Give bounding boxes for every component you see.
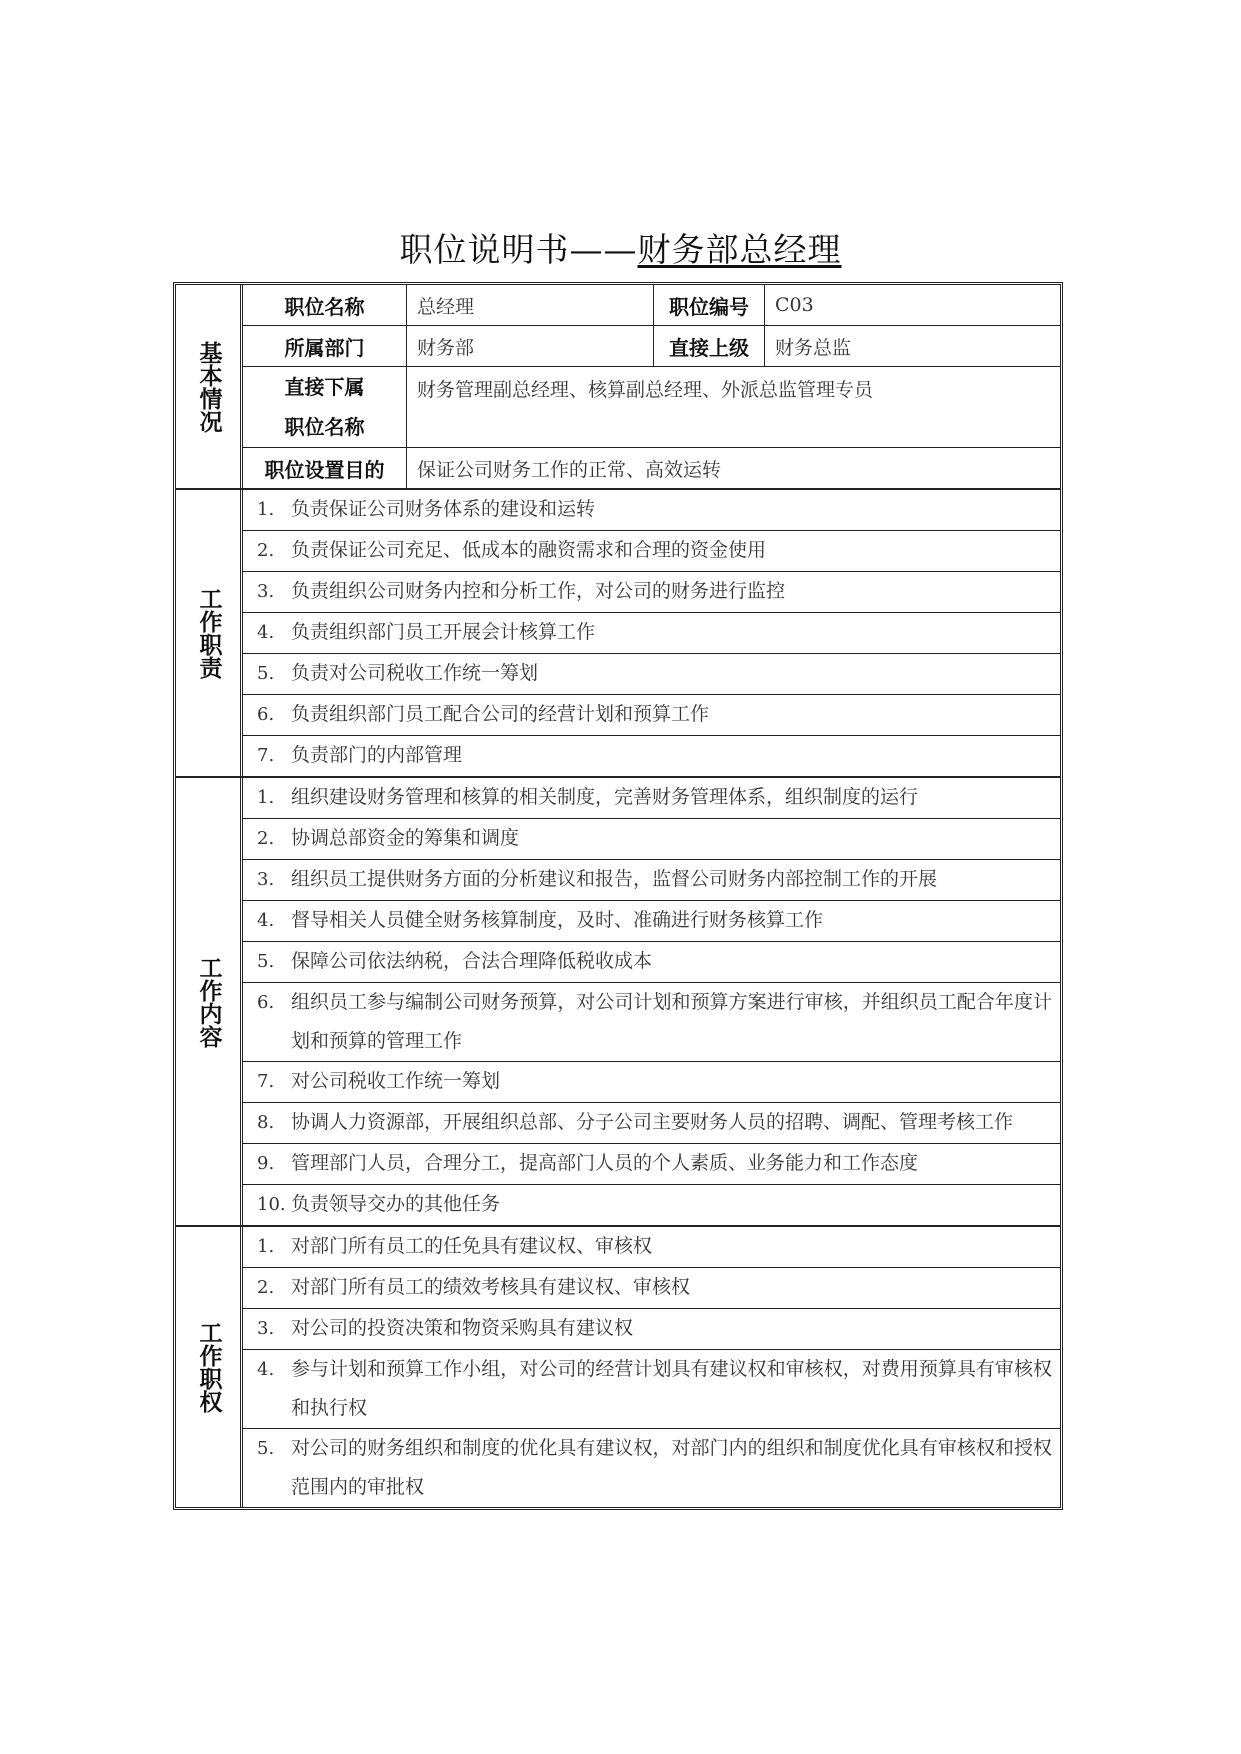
list-item (243, 613, 1060, 654)
item-number: 4. (257, 622, 275, 643)
item-number: 3. (257, 869, 275, 890)
authority-list (243, 1227, 1060, 1507)
list-item (243, 736, 1060, 776)
item-text: 对公司税收工作统一筹划 (291, 1070, 501, 1092)
item-number: 10. (257, 1194, 286, 1215)
item-text: 管理部门人员，合理分工，提高部门人员的个人素质、业务能力和工作态度 (291, 1152, 919, 1174)
item-number: 2. (257, 1277, 275, 1298)
purpose-value: 保证公司财务工作的正常、高效运转 (417, 458, 722, 481)
list-item (243, 1062, 1060, 1103)
info-row-subordinates (243, 367, 1060, 448)
list-item (243, 860, 1060, 901)
item-text: 组织建设财务管理和核算的相关制度，完善财务管理体系，组织制度的运行 (291, 786, 919, 808)
item-text: 对公司的财务组织和制度的优化具有建议权，对部门内的组织和制度优化具有审核权和授权范围内的审批权 (291, 1437, 1052, 1498)
list-item (243, 1350, 1060, 1429)
item-number: 2. (257, 540, 275, 561)
item-number: 6. (257, 992, 275, 1013)
section-label-duties: 工作职责 (176, 490, 243, 776)
item-number: 9. (257, 1153, 275, 1174)
item-number: 5. (257, 663, 275, 684)
subordinates-label (243, 367, 407, 447)
section-label-authority: 工作职权 (176, 1227, 243, 1507)
item-text: 负责保证公司财务体系的建设和运转 (291, 498, 596, 520)
item-text: 参与计划和预算工作小组，对公司的经营计划具有建议权和审核权，对费用预算具有审核权和执行权 (291, 1358, 1052, 1419)
item-number: 5. (257, 1438, 275, 1459)
job-description-table (173, 282, 1063, 1510)
item-number: 5. (257, 951, 275, 972)
section-duties (176, 490, 1060, 778)
page-title (0, 228, 1241, 272)
item-text: 协调人力资源部，开展组织总部、分子公司主要财务人员的招聘、调配、管理考核工作 (291, 1111, 1014, 1133)
list-item (243, 1309, 1060, 1350)
department-value: 财务部 (417, 336, 475, 359)
list-item (243, 1429, 1060, 1507)
list-item (243, 654, 1060, 695)
content-list (243, 778, 1060, 1225)
purpose-label: 职位设置目的 (243, 448, 407, 488)
list-item (243, 1227, 1060, 1268)
info-row-position (243, 285, 1060, 326)
item-number: 3. (257, 581, 275, 602)
item-text: 负责组织部门员工配合公司的经营计划和预算工作 (291, 703, 710, 725)
item-text: 负责对公司税收工作统一筹划 (291, 662, 539, 684)
position-name-label: 职位名称 (243, 285, 407, 325)
list-item (243, 778, 1060, 819)
item-number: 7. (257, 1071, 275, 1092)
section-basic-info (176, 285, 1060, 490)
list-item (243, 1268, 1060, 1309)
item-number: 2. (257, 828, 275, 849)
title-position: 财务部总经理 (637, 230, 842, 269)
item-text: 督导相关人员健全财务核算制度，及时、准确进行财务核算工作 (291, 909, 824, 931)
item-number: 7. (257, 745, 275, 766)
list-item (243, 1103, 1060, 1144)
section-authority (176, 1227, 1060, 1507)
supervisor-value: 财务总监 (775, 336, 852, 359)
list-item (243, 1144, 1060, 1185)
list-item (243, 695, 1060, 736)
item-text: 负责领导交办的其他任务 (291, 1193, 501, 1215)
position-code-label: 职位编号 (653, 285, 765, 325)
item-number: 3. (257, 1318, 275, 1339)
item-number: 1. (257, 1236, 275, 1257)
supervisor-label: 直接上级 (653, 326, 765, 366)
item-number: 4. (257, 910, 275, 931)
list-item (243, 572, 1060, 613)
title-prefix: 职位说明书—— (399, 230, 638, 269)
subordinates-label-line2: 职位名称 (284, 415, 365, 439)
item-text: 组织员工参与编制公司财务预算，对公司计划和预算方案进行审核，并组织员工配合年度计划和预算的管理工作 (291, 991, 1052, 1052)
item-number: 4. (257, 1359, 275, 1380)
duties-list (243, 490, 1060, 776)
info-row-purpose (243, 448, 1060, 488)
item-text: 对部门所有员工的任免具有建议权、审核权 (291, 1235, 653, 1257)
item-text: 负责组织公司财务内控和分析工作，对公司的财务进行监控 (291, 580, 786, 602)
position-name-value: 总经理 (417, 295, 475, 318)
section-label-basic: 基本情况 (176, 285, 243, 488)
item-number: 6. (257, 704, 275, 725)
item-text: 负责保证公司充足、低成本的融资需求和合理的资金使用 (291, 539, 767, 561)
subordinates-value: 财务管理副总经理、核算副总经理、外派总监管理专员 (417, 379, 874, 401)
list-item (243, 819, 1060, 860)
item-text: 保障公司依法纳税，合法合理降低税收成本 (291, 950, 653, 972)
list-item (243, 531, 1060, 572)
item-text: 负责组织部门员工开展会计核算工作 (291, 621, 596, 643)
list-item (243, 490, 1060, 531)
item-text: 负责部门的内部管理 (291, 744, 463, 766)
section-content (176, 778, 1060, 1227)
item-text: 对部门所有员工的绩效考核具有建议权、审核权 (291, 1276, 691, 1298)
item-text: 组织员工提供财务方面的分析建议和报告，监督公司财务内部控制工作的开展 (291, 868, 938, 890)
section-label-content: 工作内容 (176, 778, 243, 1225)
item-number: 1. (257, 499, 275, 520)
list-item (243, 1185, 1060, 1225)
info-row-department (243, 326, 1060, 367)
position-code-value: C03 (775, 294, 814, 316)
list-item (243, 942, 1060, 983)
list-item (243, 983, 1060, 1062)
item-text: 协调总部资金的筹集和调度 (291, 827, 520, 849)
item-text: 对公司的投资决策和物资采购具有建议权 (291, 1317, 634, 1339)
item-number: 8. (257, 1112, 275, 1133)
item-number: 1. (257, 787, 275, 808)
department-label: 所属部门 (243, 326, 407, 366)
subordinates-label-line1: 直接下属 (284, 375, 365, 399)
list-item (243, 901, 1060, 942)
